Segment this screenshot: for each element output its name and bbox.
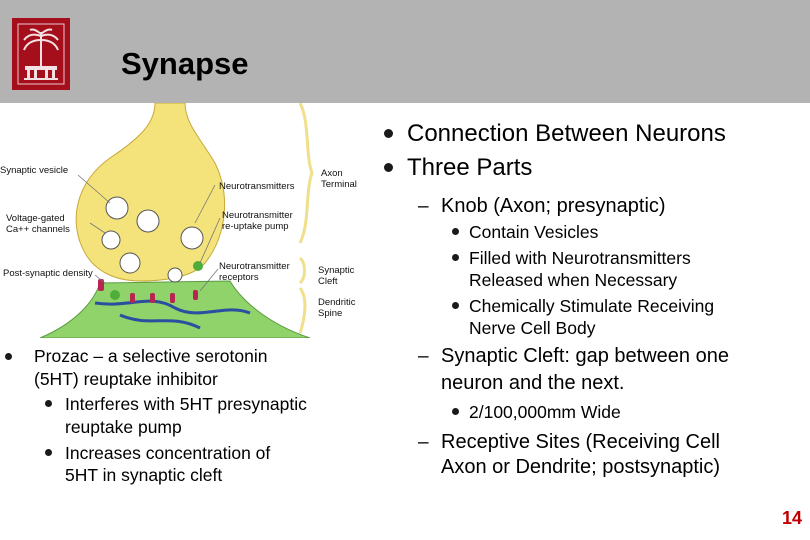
label-reuptake-pump: Neurotransmitter re-uptake pump xyxy=(222,210,293,232)
bullet-dot xyxy=(384,129,393,138)
bullet-dot xyxy=(452,408,459,415)
label-neurotransmitters: Neurotransmitters xyxy=(219,181,295,192)
knob-item: Contain Vesicles xyxy=(469,222,599,242)
knob-item-cont: Nerve Cell Body xyxy=(469,318,596,338)
bullet-dot xyxy=(5,353,12,360)
label-synaptic-cleft: Synaptic Cleft xyxy=(318,265,355,287)
label-synaptic-vesicle: Synaptic vesicle xyxy=(0,165,69,176)
knob-item: Chemically Stimulate Receiving xyxy=(469,296,715,316)
dash-marker: – xyxy=(418,346,429,367)
label-receptors: Neurotransmitter receptors xyxy=(219,261,290,283)
prozac-sub1-line-2: reuptake pump xyxy=(65,417,182,437)
bullet-dot xyxy=(452,254,459,261)
university-logo xyxy=(12,18,70,90)
label-post-synaptic-density: Post-synaptic density xyxy=(3,268,93,279)
cleft-item: 2/100,000mm Wide xyxy=(469,402,621,422)
dash-marker: – xyxy=(418,196,429,217)
prozac-sub1-line-1: Interferes with 5HT presynaptic xyxy=(65,394,307,414)
bullet-three-parts: Three Parts xyxy=(407,154,533,181)
receptive-line-2: Axon or Dendrite; postsynaptic) xyxy=(441,456,721,478)
knob-item: Filled with Neurotransmitters xyxy=(469,248,691,268)
bullet-dot xyxy=(384,163,393,172)
cleft-heading-2: neuron and the next. xyxy=(441,372,625,394)
bullet-dot xyxy=(452,228,459,235)
slide-title: Synapse xyxy=(121,46,249,81)
prozac-line-1: Prozac – a selective serotonin xyxy=(34,346,268,366)
label-axon-terminal: Axon Terminal xyxy=(321,168,357,190)
dash-marker: – xyxy=(418,432,429,453)
bullet-dot xyxy=(452,302,459,309)
bullet-connection: Connection Between Neurons xyxy=(407,120,726,147)
receptive-line-1: Receptive Sites (Receiving Cell xyxy=(441,431,721,453)
prozac-line-2: (5HT) reuptake inhibitor xyxy=(34,369,218,389)
header-bar xyxy=(0,0,810,103)
prozac-sub2-line-1: Increases concentration of xyxy=(65,443,271,463)
knob-item-cont: Released when Necessary xyxy=(469,270,678,290)
label-dendritic-spine: Dendritic Spine xyxy=(318,297,356,319)
bullet-dot xyxy=(45,449,52,456)
page-number: 14 xyxy=(781,508,802,528)
prozac-sub2-line-2: 5HT in synaptic cleft xyxy=(65,465,223,485)
label-voltage-gated: Voltage-gated Ca++ channels xyxy=(6,213,70,235)
bullet-dot xyxy=(45,400,52,407)
knob-heading: Knob (Axon; presynaptic) xyxy=(441,195,666,217)
cleft-heading-1: Synaptic Cleft: gap between one xyxy=(441,345,729,367)
